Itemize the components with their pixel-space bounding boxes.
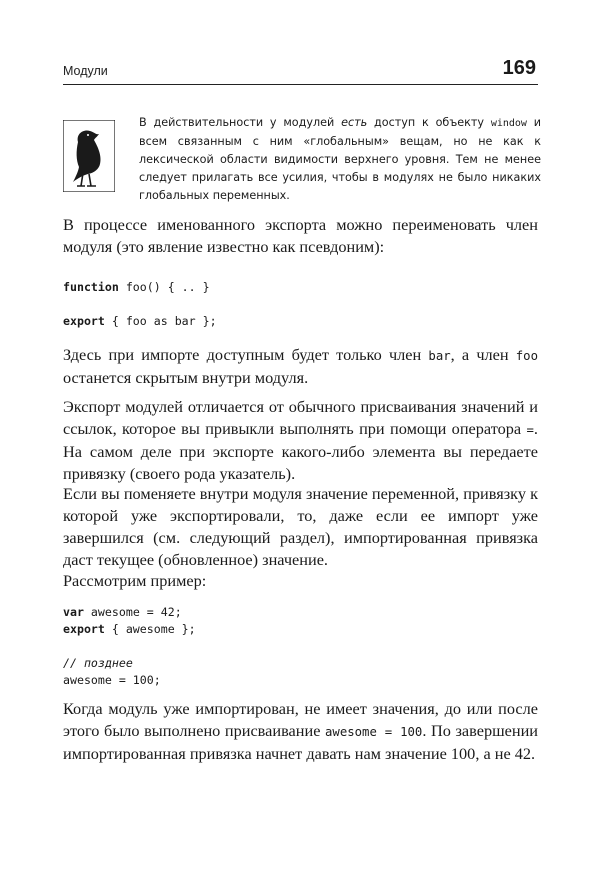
page-number: 169: [502, 57, 536, 79]
paragraph-conclusion: [63, 698, 538, 765]
inline-code: =: [526, 423, 534, 437]
note-emphasis: есть: [341, 116, 368, 129]
page-header: [63, 54, 538, 85]
paragraph-rename-export: В процессе именованного экспорта можно переименовать член модуля (это явление известно как псевдоним):: [63, 215, 538, 256]
inline-code: awesome = 100: [325, 725, 423, 739]
inline-code: foo: [515, 349, 538, 363]
code-text: awesome = 100;: [63, 673, 161, 687]
note-inline-code: window: [490, 118, 527, 129]
code-keyword: export: [63, 314, 105, 328]
note-text-part: доступ к объекту: [367, 116, 491, 129]
paragraph-text: Экспорт модулей отличается от обычного присваивания значений и ссылок, которое вы привыкли выполнять при помощи оператора: [63, 397, 538, 438]
code-keyword: var: [63, 605, 84, 619]
code-text: { foo as bar };: [104, 314, 217, 328]
code-text: awesome = 42;: [83, 605, 182, 619]
inline-code: bar: [428, 349, 451, 363]
code-block-awesome: [63, 604, 538, 689]
crow-icon: [63, 120, 115, 192]
code-keyword: function: [63, 280, 119, 294]
note-text-part: и всем связанным с ним «глобальным» вещам, но не как к лексической области видимости верхнего уровня. Тем не менее следует прилагать все усилия, чтобы в модулях не было никаких глобальных переменных.: [139, 116, 542, 202]
paragraph-export-binding: [63, 396, 538, 485]
paragraph-text: . По завершении импортированная привязка начнет давать нам значение 100, а не 42.: [63, 721, 538, 763]
paragraph-example-intro: Рассмотрим пример:: [63, 571, 207, 590]
paragraph-text: останется скрытым внутри модуля.: [63, 368, 309, 387]
running-head: Модули: [63, 64, 108, 78]
note-text-part: В действительности у модулей: [139, 116, 342, 129]
paragraph-text: Когда модуль уже импортирован, не имеет значения, до или после этого было выполнено присваивание: [63, 699, 538, 740]
paragraph-import-visibility: [63, 344, 538, 389]
code-comment: // позднее: [63, 656, 133, 670]
paragraph-text: Здесь при импорте доступным будет только член: [63, 345, 429, 364]
paragraph-text: , а член: [450, 345, 516, 364]
code-text: foo() { .. }: [118, 280, 210, 294]
note-text: [139, 114, 541, 205]
code-block-rename: [63, 279, 538, 330]
paragraph-binding-update: Если вы поменяете внутри модуля значение переменной, привязку к которой уже экспортировали, то, даже если ее импорт уже завершился (см. следующий раздел), импортированная привязка даст текущее (обновленное) значение.: [63, 484, 538, 569]
code-text: { awesome };: [104, 622, 196, 636]
paragraph-text: . На самом деле при экспорте какого-либо элемента вы передаете привязку (своего рода указатель).: [63, 419, 538, 483]
code-keyword: export: [63, 622, 105, 636]
note-box: [63, 110, 542, 220]
